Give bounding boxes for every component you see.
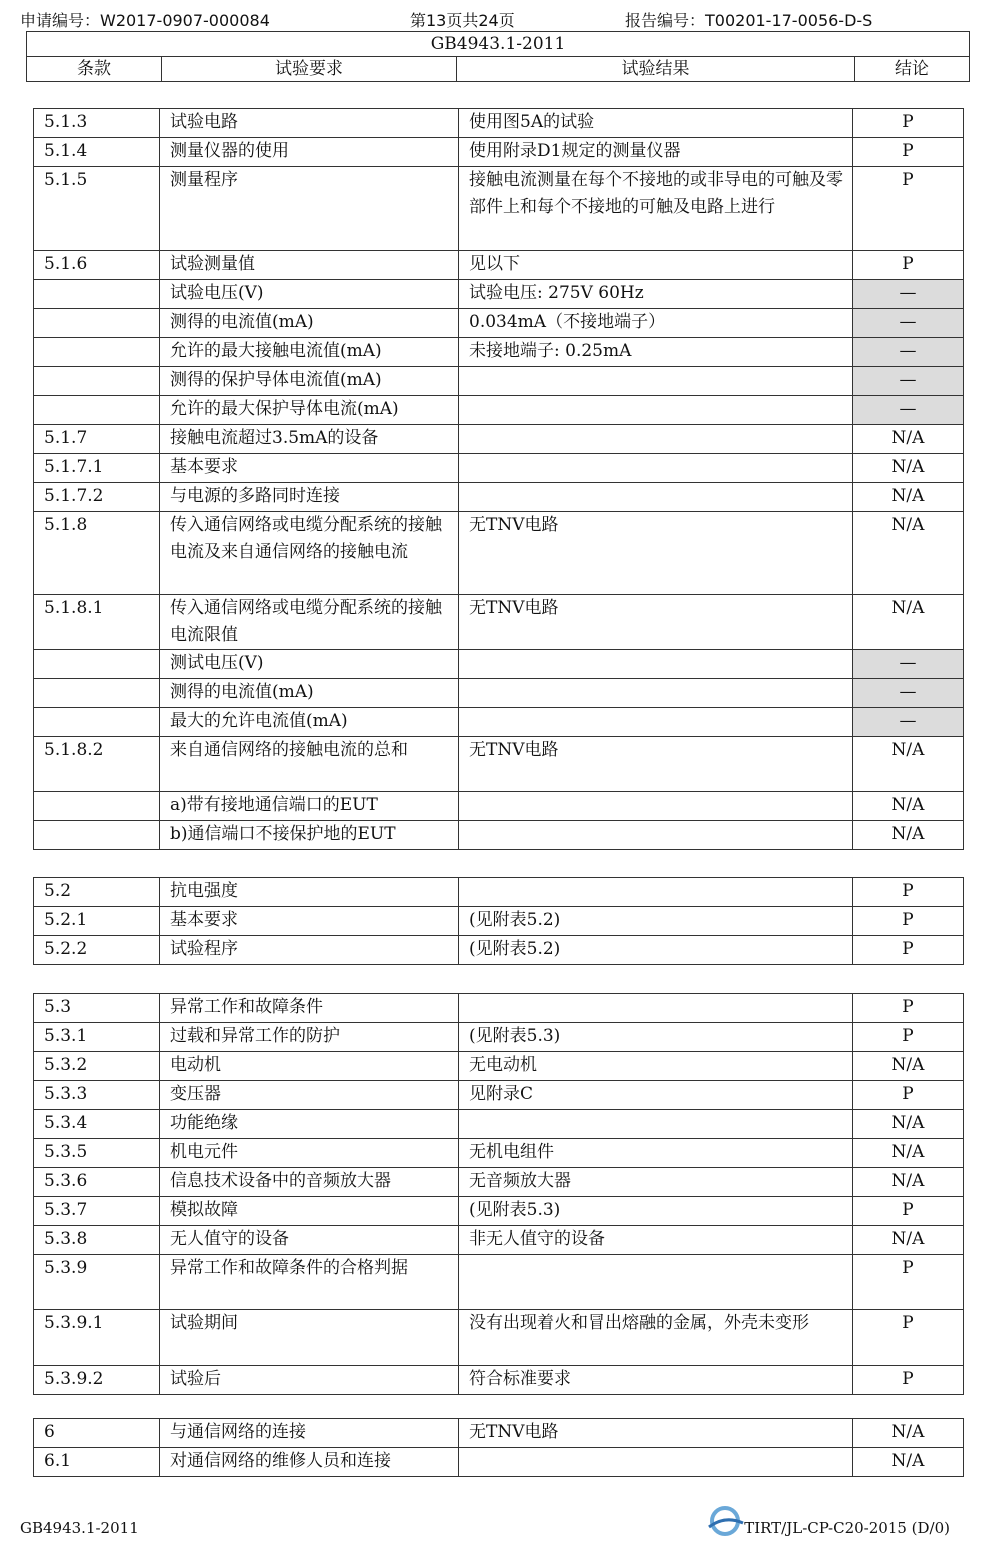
result-cell [459, 367, 853, 396]
table-row [34, 907, 964, 936]
clause-cell [34, 396, 160, 425]
clause-cell [34, 280, 160, 309]
requirement-cell: 异常工作和故障条件的合格判据 [160, 1255, 459, 1310]
table-row [34, 280, 964, 309]
verdict-cell: N/A [853, 425, 964, 454]
verdict-cell: P [853, 936, 964, 965]
clause-cell: 5.3.5 [34, 1139, 160, 1168]
clause-table-5-3 [33, 993, 964, 1395]
clause-cell: 5.3.2 [34, 1052, 160, 1081]
page-number: 第13页共24页 [410, 11, 515, 30]
result-cell: 没有出现着火和冒出熔融的金属，外壳未变形 [459, 1310, 853, 1366]
table-row [34, 1255, 964, 1310]
requirement-cell: 试验程序 [160, 936, 459, 965]
result-cell: 符合标准要求 [459, 1366, 853, 1395]
verdict-cell: N/A [853, 1052, 964, 1081]
requirement-cell: 功能绝缘 [160, 1110, 459, 1139]
requirement-cell: a)带有接地通信端口的EUT [160, 792, 459, 821]
result-cell [459, 679, 853, 708]
verdict-cell: P [853, 1255, 964, 1310]
result-cell [459, 1255, 853, 1310]
column-header-requirement: 试验要求 [162, 57, 457, 82]
verdict-cell: — [853, 338, 964, 367]
table-row [34, 708, 964, 737]
column-header-verdict: 结论 [855, 57, 970, 82]
requirement-cell: 过载和异常工作的防护 [160, 1023, 459, 1052]
result-cell: 未接地端子: 0.25mA [459, 338, 853, 367]
requirement-cell: 机电元件 [160, 1139, 459, 1168]
table-row [34, 454, 964, 483]
clause-cell: 5.1.6 [34, 251, 160, 280]
result-cell [459, 454, 853, 483]
table-row [34, 1448, 964, 1477]
result-cell: 非无人值守的设备 [459, 1226, 853, 1255]
clause-cell: 5.3.8 [34, 1226, 160, 1255]
result-cell [459, 708, 853, 737]
result-cell: (见附表5.3) [459, 1197, 853, 1226]
result-cell: 无TNV电路 [459, 512, 853, 595]
clause-cell: 5.1.7.1 [34, 454, 160, 483]
clause-cell: 5.3.4 [34, 1110, 160, 1139]
verdict-cell: P [853, 1197, 964, 1226]
verdict-cell: — [853, 309, 964, 338]
table-row [34, 138, 964, 167]
table-row [34, 1419, 964, 1448]
clause-cell [34, 367, 160, 396]
report-number: 报告编号：T00201-17-0056-D-S [625, 11, 873, 30]
verdict-cell: N/A [853, 595, 964, 650]
column-header-result: 试验结果 [457, 57, 855, 82]
clause-cell [34, 792, 160, 821]
clause-cell: 5.1.3 [34, 109, 160, 138]
requirement-cell: 试验电路 [160, 109, 459, 138]
verdict-cell: — [853, 679, 964, 708]
clause-cell [34, 821, 160, 850]
table-row [34, 1366, 964, 1395]
verdict-cell: P [853, 109, 964, 138]
verdict-cell: P [853, 1310, 964, 1366]
clause-cell: 5.2.2 [34, 936, 160, 965]
verdict-cell: P [853, 167, 964, 251]
result-cell [459, 483, 853, 512]
requirement-cell: 基本要求 [160, 454, 459, 483]
requirement-cell: 允许的最大接触电流值(mA) [160, 338, 459, 367]
requirement-cell: 测量仪器的使用 [160, 138, 459, 167]
requirement-cell: 最大的允许电流值(mA) [160, 708, 459, 737]
requirement-cell: 测试电压(V) [160, 650, 459, 679]
result-cell: 见附录C [459, 1081, 853, 1110]
table-row [34, 167, 964, 251]
requirement-cell: 传入通信网络或电缆分配系统的接触电流及来自通信网络的接触电流 [160, 512, 459, 595]
verdict-cell: P [853, 251, 964, 280]
table-row [34, 1023, 964, 1052]
result-cell: (见附表5.3) [459, 1023, 853, 1052]
result-cell: (见附表5.2) [459, 936, 853, 965]
verdict-cell: P [853, 1366, 964, 1395]
verdict-cell: N/A [853, 792, 964, 821]
verdict-cell: N/A [853, 1139, 964, 1168]
table-row [34, 1139, 964, 1168]
requirement-cell: 电动机 [160, 1052, 459, 1081]
requirement-cell: 试验测量值 [160, 251, 459, 280]
requirement-cell: 测得的保护导体电流值(mA) [160, 367, 459, 396]
clause-cell [34, 309, 160, 338]
result-cell [459, 650, 853, 679]
table-row [34, 936, 964, 965]
clause-table-6 [33, 1418, 964, 1477]
clause-cell: 5.1.7 [34, 425, 160, 454]
clause-cell [34, 338, 160, 367]
verdict-cell: N/A [853, 1419, 964, 1448]
result-cell [459, 994, 853, 1023]
page-header [20, 4, 980, 28]
result-cell [459, 1448, 853, 1477]
page-footer [20, 1511, 980, 1541]
result-cell: 无TNV电路 [459, 1419, 853, 1448]
requirement-cell: 无人值守的设备 [160, 1226, 459, 1255]
table-row [34, 821, 964, 850]
result-cell: 使用附录D1规定的测量仪器 [459, 138, 853, 167]
clause-cell: 5.3.9.1 [34, 1310, 160, 1366]
requirement-cell: 信息技术设备中的音频放大器 [160, 1168, 459, 1197]
requirement-cell: 接触电流超过3.5mA的设备 [160, 425, 459, 454]
clause-cell [34, 679, 160, 708]
requirement-cell: 测得的电流值(mA) [160, 679, 459, 708]
requirement-cell: 抗电强度 [160, 878, 459, 907]
table-row [34, 1310, 964, 1366]
table-row [34, 396, 964, 425]
clause-cell: 5.1.8.2 [34, 737, 160, 792]
result-cell [459, 396, 853, 425]
result-cell: 无机电组件 [459, 1139, 853, 1168]
verdict-cell: P [853, 1023, 964, 1052]
table-row [34, 595, 964, 650]
clause-cell: 5.2.1 [34, 907, 160, 936]
table-row [34, 251, 964, 280]
result-cell: 使用图5A的试验 [459, 109, 853, 138]
clause-table-5-2 [33, 877, 964, 965]
result-cell: 无TNV电路 [459, 737, 853, 792]
requirement-cell: 测得的电流值(mA) [160, 309, 459, 338]
result-cell [459, 821, 853, 850]
clause-cell: 5.3 [34, 994, 160, 1023]
table-row [34, 483, 964, 512]
table-row [34, 1197, 964, 1226]
result-cell: (见附表5.2) [459, 907, 853, 936]
clause-cell: 5.3.6 [34, 1168, 160, 1197]
requirement-cell: 传入通信网络或电缆分配系统的接触电流限值 [160, 595, 459, 650]
verdict-cell: — [853, 396, 964, 425]
table-row [34, 994, 964, 1023]
clause-cell: 5.1.8.1 [34, 595, 160, 650]
table-row [34, 1052, 964, 1081]
result-cell: 0.034mA（不接地端子） [459, 309, 853, 338]
requirement-cell: 对通信网络的维修人员和连接 [160, 1448, 459, 1477]
column-header-clause: 条款 [27, 57, 162, 82]
verdict-cell: N/A [853, 737, 964, 792]
table-row [34, 109, 964, 138]
verdict-cell: P [853, 138, 964, 167]
requirement-cell: 来自通信网络的接触电流的总和 [160, 737, 459, 792]
verdict-cell: P [853, 907, 964, 936]
verdict-cell: N/A [853, 1448, 964, 1477]
clause-cell: 5.3.9 [34, 1255, 160, 1310]
table-row [34, 792, 964, 821]
clause-cell: 6.1 [34, 1448, 160, 1477]
result-cell: 试验电压: 275V 60Hz [459, 280, 853, 309]
verdict-cell: P [853, 878, 964, 907]
result-cell [459, 792, 853, 821]
requirement-cell: 异常工作和故障条件 [160, 994, 459, 1023]
clause-cell [34, 708, 160, 737]
clause-cell: 5.3.1 [34, 1023, 160, 1052]
verdict-cell: P [853, 1081, 964, 1110]
requirement-cell: 试验电压(V) [160, 280, 459, 309]
verdict-cell: N/A [853, 483, 964, 512]
requirement-cell: 试验后 [160, 1366, 459, 1395]
requirement-cell: 与通信网络的连接 [160, 1419, 459, 1448]
verdict-cell: N/A [853, 1168, 964, 1197]
requirement-cell: 与电源的多路同时连接 [160, 483, 459, 512]
verdict-cell: N/A [853, 1226, 964, 1255]
requirement-cell: b)通信端口不接保护地的EUT [160, 821, 459, 850]
verdict-cell: — [853, 650, 964, 679]
clause-cell: 5.1.4 [34, 138, 160, 167]
table-row [34, 737, 964, 792]
application-number: 申请编号：W2017-0907-000084 [20, 11, 270, 30]
requirement-cell: 允许的最大保护导体电流(mA) [160, 396, 459, 425]
clause-cell: 5.1.7.2 [34, 483, 160, 512]
verdict-cell: — [853, 280, 964, 309]
table-row [34, 679, 964, 708]
tirt-logo-icon [705, 1501, 745, 1541]
verdict-cell: N/A [853, 821, 964, 850]
clause-cell: 5.1.5 [34, 167, 160, 251]
table-row [34, 367, 964, 396]
table-row [34, 1168, 964, 1197]
result-cell: 接触电流测量在每个不接地的或非导电的可触及零部件上和每个不接地的可触及电路上进行 [459, 167, 853, 251]
table-row [34, 512, 964, 595]
result-cell: 无TNV电路 [459, 595, 853, 650]
verdict-cell: P [853, 994, 964, 1023]
table-row [34, 1081, 964, 1110]
verdict-cell: N/A [853, 454, 964, 483]
clause-cell: 5.3.7 [34, 1197, 160, 1226]
table-row [34, 878, 964, 907]
footer-standard: GB4943.1-2011 [20, 1519, 139, 1537]
verdict-cell: — [853, 367, 964, 396]
table-row [34, 309, 964, 338]
verdict-cell: N/A [853, 512, 964, 595]
result-cell: 无音频放大器 [459, 1168, 853, 1197]
result-cell [459, 1110, 853, 1139]
requirement-cell: 模拟故障 [160, 1197, 459, 1226]
result-cell: 见以下 [459, 251, 853, 280]
requirement-cell: 变压器 [160, 1081, 459, 1110]
clause-table-5-1 [33, 108, 964, 850]
result-cell: 无电动机 [459, 1052, 853, 1081]
clause-cell [34, 650, 160, 679]
table-row [34, 1110, 964, 1139]
standard-title: GB4943.1-2011 [27, 32, 970, 57]
result-cell [459, 425, 853, 454]
requirement-cell: 测量程序 [160, 167, 459, 251]
clause-cell: 6 [34, 1419, 160, 1448]
verdict-cell: N/A [853, 1110, 964, 1139]
table-row [34, 650, 964, 679]
clause-cell: 5.3.9.2 [34, 1366, 160, 1395]
requirement-cell: 试验期间 [160, 1310, 459, 1366]
clause-cell: 5.3.3 [34, 1081, 160, 1110]
footer-form-code: TIRT/JL-CP-C20-2015 (D/0) [744, 1519, 950, 1537]
requirement-cell: 基本要求 [160, 907, 459, 936]
table-header [26, 31, 970, 82]
table-row [34, 338, 964, 367]
verdict-cell: — [853, 708, 964, 737]
table-row [34, 1226, 964, 1255]
result-cell [459, 878, 853, 907]
clause-cell: 5.2 [34, 878, 160, 907]
clause-cell: 5.1.8 [34, 512, 160, 595]
table-row [34, 425, 964, 454]
